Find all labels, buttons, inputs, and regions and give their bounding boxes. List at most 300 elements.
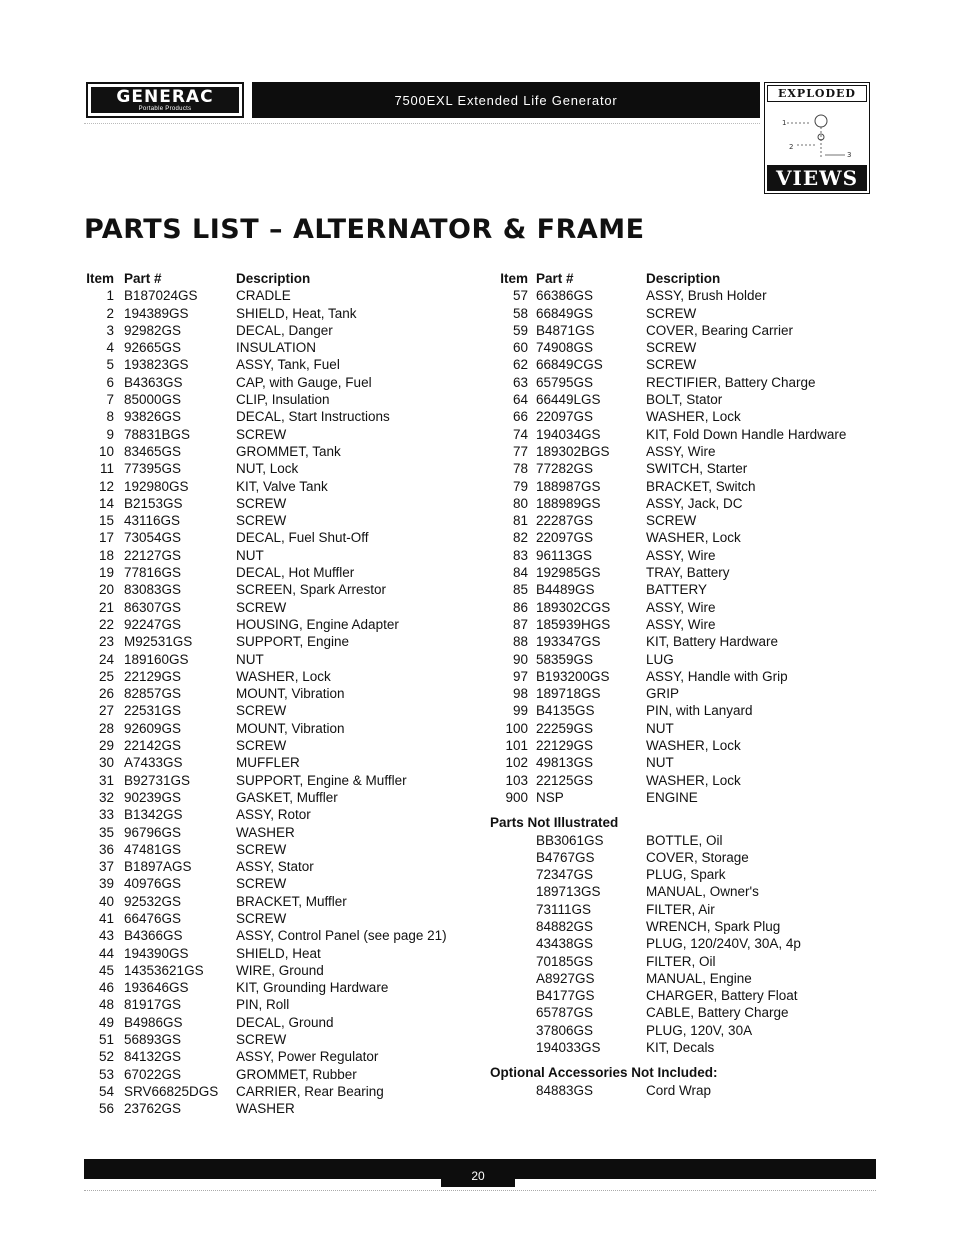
item-number: 36 [98,841,114,857]
table-row [84,322,474,339]
part-description: ASSY, Brush Holder [646,288,767,304]
table-row [490,581,900,598]
part-description: SCREW [646,305,697,321]
item-number: 4 [106,340,114,356]
item-number: 78 [512,461,528,477]
table-row [490,720,900,737]
table-row [84,443,474,460]
part-description: SCREEN, Spark Arrestor [236,582,387,598]
item-number: 2 [106,305,114,321]
part-number: 43116GS [124,513,181,529]
item-number: 77 [512,443,528,459]
part-number: 192980GS [124,478,189,494]
table-row [84,581,474,598]
table-row [490,953,900,970]
part-number: 189713GS [536,884,601,900]
part-description: SCREW [236,876,287,892]
diagram-label-3: 3 [847,151,852,159]
item-number: 85 [512,582,528,598]
table-row [84,287,474,304]
part-number: A7433GS [124,755,183,771]
table-header [84,270,474,287]
generac-logo [86,82,244,118]
item-number: 22 [98,616,114,632]
table-row [84,512,474,529]
part-number: 96796GS [124,824,182,840]
part-number: B92731GS [124,772,191,788]
table-row [490,443,900,460]
table-header [490,270,900,287]
part-number: NSP [536,789,564,805]
left-rows [84,287,474,1117]
table-row [490,391,900,408]
table-row [84,927,474,944]
part-number: 188989GS [536,495,601,511]
part-description: ASSY, Stator [236,859,314,875]
part-description: WASHER [236,1101,295,1117]
table-row [84,772,474,789]
part-description: FILTER, Air [646,901,715,917]
item-number: 29 [98,738,114,754]
part-description: SCREW [646,357,697,373]
item-number: 88 [512,634,528,650]
exploded-diagram-icon [777,105,857,163]
table-row [490,651,900,668]
table-row [84,962,474,979]
part-number: 47481GS [124,841,182,857]
part-description: SWITCH, Starter [646,461,748,477]
item-number: 6 [106,374,114,390]
part-description: ASSY, Rotor [236,807,311,823]
part-number: 189302CGS [536,599,611,615]
table-row [84,408,474,425]
table-row [84,875,474,892]
part-description: WASHER, Lock [236,668,331,684]
item-number: 31 [98,772,114,788]
part-number: B4871GS [536,322,595,338]
part-description: KIT, Decals [646,1040,715,1056]
item-number: 11 [99,461,114,477]
item-number: 17 [98,530,114,546]
table-row [490,789,900,806]
item-number: 102 [505,755,528,771]
part-description: Cord Wrap [646,1082,712,1098]
table-row [490,866,900,883]
item-number: 90 [512,651,528,667]
table-row [84,599,474,616]
table-row [490,883,900,900]
part-description: COVER, Storage [646,849,749,865]
part-number: 92532GS [124,893,182,909]
part-number: 93826GS [124,409,182,425]
part-number: 22287GS [536,513,594,529]
part-number: B187024GS [124,288,198,304]
item-number: 40 [98,893,114,909]
part-description: TRAY, Battery [646,565,730,581]
part-number: 92665GS [124,340,182,356]
part-description: SCREW [236,841,287,857]
part-number: 22127GS [124,547,182,563]
table-row [84,529,474,546]
item-number: 32 [98,789,114,805]
table-row [490,616,900,633]
item-number: 10 [98,443,114,459]
section-gap [490,806,900,814]
item-number: 86 [512,599,528,615]
item-number: 101 [505,738,528,754]
part-description: WASHER, Lock [646,409,741,425]
part-description: SCREW [236,426,287,442]
item-number: 900 [505,789,528,805]
part-number: B1342GS [124,807,183,823]
table-row [84,374,474,391]
part-number: 90239GS [124,789,182,805]
part-number: B1897AGS [124,859,192,875]
header-description: Description [236,271,311,286]
part-description: CRADLE [236,288,291,304]
part-description: BOTTLE, Oil [646,832,723,848]
table-row [84,1014,474,1031]
table-row [84,1066,474,1083]
header-description: Description [646,271,721,286]
item-number: 20 [98,582,114,598]
part-number: M92531GS [124,634,193,650]
part-number: 74908GS [536,340,594,356]
item-number: 30 [98,755,114,771]
table-row [84,945,474,962]
item-number: 28 [98,720,114,736]
part-description: SCREW [646,513,697,529]
item-number: 5 [106,357,114,373]
part-description: LUG [646,651,674,667]
part-description: SUPPORT, Engine & Muffler [236,772,407,788]
part-number: B4767GS [536,849,595,865]
table-row [84,356,474,373]
part-description: CABLE, Battery Charge [646,1005,789,1021]
table-row [490,1004,900,1021]
table-row [490,918,900,935]
not-illustrated-rows [490,832,900,1057]
diagram-label-1: 1 [782,119,787,127]
part-description: COVER, Bearing Carrier [646,322,794,338]
table-row [490,668,900,685]
part-number: 92609GS [124,720,182,736]
item-number: 21 [98,599,114,615]
table-row [84,495,474,512]
parts-table-right [490,270,900,1099]
table-row [490,478,900,495]
table-row [490,832,900,849]
item-number: 66 [512,409,528,425]
header-dotted-rule [84,123,760,124]
table-row [490,901,900,918]
part-number: 65787GS [536,1005,594,1021]
part-number: 193347GS [536,634,601,650]
part-description: WASHER [236,824,295,840]
part-number: 194034GS [536,426,601,442]
item-number: 35 [98,824,114,840]
table-row [84,893,474,910]
part-description: WRENCH, Spark Plug [646,918,781,934]
item-number: 9 [106,426,114,442]
part-number: 22125GS [536,772,594,788]
table-row [84,426,474,443]
table-row [490,512,900,529]
part-description: PIN, with Lanyard [646,703,753,719]
item-number: 15 [98,513,114,529]
part-number: 86307GS [124,599,182,615]
part-number: 83465GS [124,443,182,459]
part-description: INSULATION [236,340,317,356]
part-description: WASHER, Lock [646,738,741,754]
item-number: 79 [512,478,528,494]
table-row [84,841,474,858]
badge-bottom-label: VIEWS [767,165,867,191]
item-number: 14 [98,495,114,511]
part-number: 189302BGS [536,443,610,459]
part-description: SCREW [236,495,287,511]
table-row [84,1083,474,1100]
item-number: 84 [512,565,528,581]
table-row [490,339,900,356]
part-description: SCREW [236,1032,287,1048]
part-number: B4135GS [536,703,595,719]
table-row [84,1031,474,1048]
part-number: 22142GS [124,738,182,754]
part-number: 82857GS [124,686,182,702]
part-description: RECTIFIER, Battery Charge [646,374,816,390]
part-description: NUT [646,755,674,771]
item-number: 18 [98,547,114,563]
part-description: DECAL, Hot Muffler [236,565,355,581]
table-row [490,737,900,754]
part-description: KIT, Grounding Hardware [236,980,389,996]
part-number: 23762GS [124,1101,182,1117]
part-number: 73111GS [536,901,592,917]
table-row [490,547,900,564]
table-row [84,616,474,633]
item-number: 49 [98,1014,114,1030]
part-number: 70185GS [536,953,594,969]
part-number: B4177GS [536,988,595,1004]
item-number: 27 [98,703,114,719]
section-gap [490,1056,900,1064]
part-number: 84883GS [536,1082,594,1098]
table-row [84,858,474,875]
part-number: 22097GS [536,409,594,425]
table-row [84,1048,474,1065]
part-description: HOUSING, Engine Adapter [236,616,399,632]
part-number: 66849GS [536,305,594,321]
item-number: 98 [512,686,528,702]
part-description: PLUG, Spark [646,867,726,883]
part-description: MUFFLER [236,755,300,771]
part-description: SCREW [646,340,697,356]
part-description: NUT [236,651,264,667]
item-number: 97 [512,668,528,684]
table-row [490,1039,900,1056]
item-number: 74 [512,426,528,442]
item-number: 64 [512,392,528,408]
right-rows [490,287,900,806]
not-illustrated-heading: Parts Not Illustrated [490,815,619,831]
part-number: 22129GS [124,668,182,684]
item-number: 19 [98,565,114,581]
part-number: BB3061GS [536,832,604,848]
part-description: NUT, Lock [236,461,299,477]
item-number: 1 [106,288,114,304]
part-description: SCREW [236,703,287,719]
part-description: PIN, Roll [236,997,290,1013]
page-title: PARTS LIST – ALTERNATOR & FRAME [84,214,645,245]
part-number: 77395GS [124,461,182,477]
part-number: 73054GS [124,530,182,546]
part-description: ASSY, Wire [646,599,716,615]
exploded-views-badge [764,82,870,194]
part-description: ASSY, Tank, Fuel [236,357,340,373]
table-row [490,529,900,546]
item-number: 82 [512,530,528,546]
part-description: CLIP, Insulation [236,392,330,408]
table-row [84,305,474,322]
part-description: BATTERY [646,582,708,598]
part-number: 65795GS [536,374,594,390]
table-row [490,287,900,304]
item-number: 87 [512,616,528,632]
item-number: 80 [512,495,528,511]
table-row [84,720,474,737]
item-number: 63 [512,374,528,390]
optional-accessories-heading: Optional Accessories Not Included: [490,1065,718,1081]
part-description: SCREW [236,910,287,926]
part-description: ASSY, Handle with Grip [646,668,788,684]
part-description: FILTER, Oil [646,953,716,969]
table-row [490,970,900,987]
item-number: 59 [512,322,528,338]
part-description: PLUG, 120/240V, 30A, 4p [646,936,801,952]
table-row [490,564,900,581]
part-number: 188987GS [536,478,601,494]
part-number: B4363GS [124,374,183,390]
table-row [84,633,474,650]
part-number: 72347GS [536,867,594,883]
diagram-label-2: 2 [789,143,794,151]
table-row [490,754,900,771]
part-description: NUT [646,720,674,736]
part-number: B193200GS [536,668,610,684]
part-number: B4986GS [124,1014,183,1030]
part-number: 192985GS [536,565,601,581]
part-description: DECAL, Ground [236,1014,334,1030]
page-number: 20 [441,1163,515,1187]
part-number: 78831BGS [124,426,191,442]
table-row [490,772,900,789]
item-number: 44 [98,945,114,961]
table-row [84,460,474,477]
part-number: 43438GS [536,936,594,952]
part-description: ENGINE [646,789,698,805]
part-description: ASSY, Power Regulator [236,1049,379,1065]
item-number: 7 [106,392,114,408]
part-description: WASHER, Lock [646,772,741,788]
header-item: Item [86,271,114,286]
table-row [84,789,474,806]
table-row [490,356,900,373]
table-row [84,478,474,495]
part-description: CHARGER, Battery Float [646,988,798,1004]
header-title-bar [252,82,760,118]
item-number: 45 [98,962,114,978]
table-row [490,599,900,616]
table-row [490,426,900,443]
header-part: Part # [536,271,574,286]
part-description: GASKET, Muffler [236,789,338,805]
item-number: 25 [98,668,114,684]
part-number: 77816GS [124,565,182,581]
part-description: GRIP [646,686,680,702]
table-row [84,910,474,927]
header-item: Item [500,271,528,286]
table-row [490,460,900,477]
item-number: 52 [98,1049,114,1065]
part-description: CARRIER, Rear Bearing [236,1083,384,1099]
part-number: 37806GS [536,1022,594,1038]
part-description: BRACKET, Muffler [236,893,347,909]
part-number: 194390GS [124,945,189,961]
part-description: SHIELD, Heat [236,945,321,961]
part-description: MOUNT, Vibration [236,720,345,736]
part-number: 14353621GS [124,962,204,978]
part-number: 22129GS [536,738,594,754]
item-number: 99 [512,703,528,719]
footer-dotted-rule [84,1190,876,1191]
table-row [490,849,900,866]
part-description: MANUAL, Owner's [646,884,759,900]
part-description: GROMMET, Rubber [236,1066,357,1082]
item-number: 57 [512,288,528,304]
part-number: 193823GS [124,357,189,373]
part-number: 189160GS [124,651,189,667]
part-description: KIT, Valve Tank [236,478,328,494]
part-number: 22097GS [536,530,594,546]
table-row [490,305,900,322]
item-number: 62 [512,357,528,373]
part-description: SCREW [236,599,287,615]
table-row [84,996,474,1013]
table-row [84,339,474,356]
table-row [84,651,474,668]
part-number: B4366GS [124,928,183,944]
part-number: 85000GS [124,392,182,408]
item-number: 37 [98,859,114,875]
part-number: 40976GS [124,876,182,892]
part-number: B4489GS [536,582,595,598]
part-description: NUT [236,547,264,563]
part-number: 81917GS [124,997,182,1013]
header-title: 7500EXL Extended Life Generator [394,92,618,108]
item-number: 58 [512,305,528,321]
item-number: 48 [98,997,114,1013]
table-row [490,495,900,512]
part-description: SCREW [236,738,287,754]
part-description: ASSY, Wire [646,443,716,459]
part-description: ASSY, Control Panel (see page 21) [236,928,447,944]
part-number: SRV66825DGS [124,1083,219,1099]
part-description: ASSY, Wire [646,616,716,632]
item-number: 81 [512,513,528,529]
item-number: 46 [98,980,114,996]
part-description: PLUG, 120V, 30A [646,1022,753,1038]
